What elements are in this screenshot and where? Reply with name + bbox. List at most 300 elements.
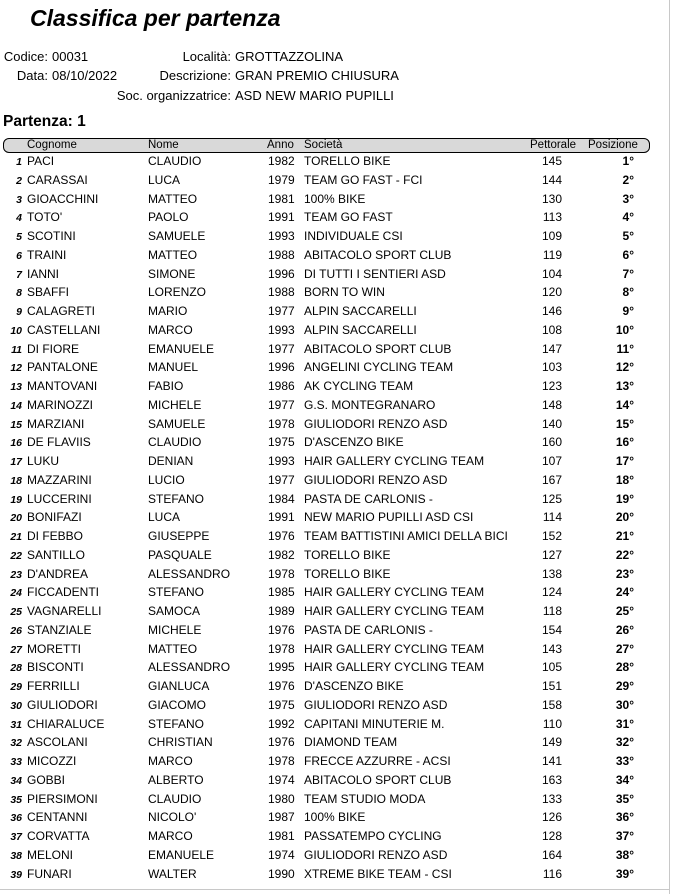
bib-cell: 118: [542, 604, 562, 618]
row-number: 25: [10, 606, 22, 618]
row-number: 36: [10, 812, 22, 825]
team-cell: NEW MARIO PUPILLI ASD CSI: [304, 510, 474, 525]
bib-cell: 144: [541, 172, 562, 187]
table-row: [0, 715, 670, 734]
team-cell: TORELLO BIKE: [304, 547, 391, 562]
bib-cell: 120: [541, 285, 562, 300]
row-number: 30: [10, 699, 22, 712]
year-cell: 1985: [268, 585, 295, 600]
team-cell: HAIR GALLERY CYCLING TEAM: [304, 604, 485, 618]
table-row: [0, 752, 670, 771]
firstname-cell: DENIAN: [148, 454, 194, 468]
year-cell: 1995: [268, 660, 295, 675]
team-cell: DI TUTTI I SENTIERI ASD: [304, 266, 446, 281]
soc-label: Soc. organizzatrice:: [116, 88, 231, 103]
table-row: [0, 358, 670, 377]
descrizione-value: GRAN PREMIO CHIUSURA: [235, 68, 399, 83]
year-cell: 1977: [268, 472, 295, 487]
row-number: 13: [10, 381, 22, 393]
position-cell: 11°: [616, 341, 634, 356]
surname-cell: CALAGRETI: [27, 304, 96, 318]
firstname-cell: MATTEO: [148, 641, 198, 656]
table-row: [0, 508, 670, 527]
surname-cell: LUCCERINI: [27, 491, 92, 506]
year-cell: 1975: [268, 435, 295, 450]
firstname-cell: MICHELE: [148, 397, 202, 412]
position-cell: 32°: [615, 735, 634, 750]
bib-cell: 105: [541, 660, 562, 675]
table-row: [0, 283, 670, 302]
firstname-cell: EMANUELE: [148, 341, 215, 356]
surname-cell: PIERSIMONI: [27, 791, 98, 806]
year-cell: 1977: [268, 341, 295, 356]
year-cell: 1996: [268, 360, 295, 375]
surname-cell: GIOACCHINI: [27, 191, 99, 206]
year-cell: 1977: [268, 397, 295, 412]
team-cell: XTREME BIKE TEAM - CSI: [304, 866, 452, 881]
row-number: 4: [16, 212, 22, 225]
position-cell: 12°: [615, 360, 634, 375]
page-title: Classifica per partenza: [30, 5, 281, 31]
firstname-cell: CHRISTIAN: [148, 735, 213, 750]
table-row: [0, 490, 670, 509]
bib-cell: 119: [542, 247, 562, 262]
firstname-cell: PASQUALE: [148, 547, 212, 562]
position-cell: 7°: [622, 266, 634, 281]
table-row: [0, 771, 670, 790]
firstname-cell: ALBERTO: [148, 772, 204, 787]
firstname-cell: ALESSANDRO: [148, 660, 231, 675]
firstname-cell: STEFANO: [148, 491, 205, 506]
bib-cell: 130: [541, 191, 562, 206]
surname-cell: MANTOVANI: [27, 379, 98, 393]
row-number: 12: [10, 362, 22, 375]
team-cell: HAIR GALLERY CYCLING TEAM: [304, 641, 485, 656]
header-posizione: Posizione: [588, 139, 638, 151]
position-cell: 39°: [615, 866, 634, 881]
team-cell: TEAM GO FAST - FCI: [304, 172, 423, 187]
position-cell: 21°: [615, 529, 634, 543]
bib-cell: 123: [541, 379, 562, 393]
row-number: 24: [10, 587, 22, 600]
surname-cell: FERRILLI: [27, 679, 80, 693]
team-cell: INDIVIDUALE CSI: [304, 229, 403, 243]
row-number: 22: [10, 549, 22, 562]
table-row: [0, 171, 670, 190]
bib-cell: 151: [541, 679, 562, 693]
bib-cell: 109: [541, 229, 562, 243]
position-cell: 20°: [615, 510, 634, 525]
team-cell: TEAM BATTISTINI AMICI DELLA BICI: [304, 529, 508, 543]
position-cell: 2°: [622, 172, 634, 187]
bib-cell: 145: [541, 154, 562, 168]
year-cell: 1993: [268, 454, 295, 468]
position-cell: 31°: [615, 716, 634, 731]
firstname-cell: STEFANO: [148, 585, 205, 600]
team-cell: PASTA DE CARLONIS -: [304, 622, 433, 637]
year-cell: 1979: [268, 172, 295, 187]
firstname-cell: MARCO: [148, 754, 193, 768]
surname-cell: CASTELLANI: [27, 322, 101, 337]
team-cell: BORN TO WIN: [304, 285, 385, 300]
surname-cell: TRAINI: [27, 247, 67, 262]
year-cell: 1992: [268, 716, 295, 731]
position-cell: 9°: [622, 304, 634, 318]
team-cell: ABITACOLO SPORT CLUB: [304, 772, 452, 787]
surname-cell: MAZZARINI: [27, 472, 92, 487]
localita-label: Località:: [182, 49, 231, 64]
surname-cell: PACI: [27, 154, 55, 168]
table-row: [0, 658, 670, 677]
team-cell: 100% BIKE: [304, 191, 366, 206]
year-cell: 1988: [268, 247, 295, 262]
bib-cell: 107: [541, 454, 562, 468]
year-cell: 1990: [268, 866, 295, 881]
surname-cell: CORVATTA: [27, 829, 90, 843]
row-number: 28: [10, 662, 22, 675]
position-cell: 37°: [615, 829, 634, 843]
year-cell: 1974: [268, 772, 295, 787]
year-cell: 1980: [268, 791, 295, 806]
surname-cell: MARINOZZI: [27, 397, 93, 412]
descrizione-label: Descrizione:: [159, 68, 231, 83]
surname-cell: SBAFFI: [27, 285, 70, 300]
year-cell: 1986: [268, 379, 295, 393]
row-number: 26: [10, 624, 22, 637]
surname-cell: IANNI: [27, 266, 60, 281]
team-cell: GIULIODORI RENZO ASD: [304, 416, 448, 431]
table-row: [0, 227, 670, 246]
position-cell: 30°: [615, 697, 634, 712]
surname-cell: FICCADENTI: [27, 585, 99, 600]
bib-cell: 140: [541, 416, 562, 431]
year-cell: 1978: [268, 754, 295, 768]
bib-cell: 103: [541, 360, 562, 375]
year-cell: 1974: [268, 847, 295, 862]
surname-cell: BISCONTI: [27, 660, 84, 675]
year-cell: 1982: [268, 154, 295, 168]
position-cell: 19°: [615, 491, 634, 506]
surname-cell: SCOTINI: [27, 229, 76, 243]
year-cell: 1978: [268, 641, 295, 656]
team-cell: ANGELINI CYCLING TEAM: [304, 360, 454, 375]
team-cell: ALPIN SACCARELLI: [304, 322, 417, 337]
bib-cell: 146: [541, 304, 562, 318]
surname-cell: MARZIANI: [27, 416, 85, 431]
data-label: Data:: [16, 68, 48, 83]
table-row: [0, 827, 670, 846]
table-row: [0, 433, 670, 452]
table-row: [0, 583, 670, 602]
firstname-cell: LUCIO: [148, 472, 185, 487]
year-cell: 1991: [268, 210, 295, 225]
page-edge-bottom: [0, 889, 670, 890]
position-cell: 24°: [615, 585, 634, 600]
position-cell: 35°: [615, 791, 634, 806]
table-row: [0, 415, 670, 434]
firstname-cell: SIMONE: [148, 266, 196, 281]
year-cell: 1978: [268, 416, 295, 431]
table-row: [0, 246, 670, 265]
team-cell: TORELLO BIKE: [304, 566, 391, 581]
bib-cell: 158: [541, 697, 562, 712]
surname-cell: D'ANDREA: [27, 566, 88, 581]
position-cell: 16°: [615, 435, 634, 450]
year-cell: 1989: [268, 604, 295, 618]
surname-cell: PANTALONE: [27, 360, 98, 375]
surname-cell: MICOZZI: [27, 754, 77, 768]
row-number: 5: [16, 231, 22, 243]
position-cell: 1°: [622, 154, 634, 168]
table-row: [0, 790, 670, 809]
row-number: 18: [10, 474, 22, 487]
position-cell: 27°: [615, 641, 634, 656]
firstname-cell: EMANUELE: [148, 847, 215, 862]
row-number: 8: [16, 287, 22, 300]
surname-cell: LUKU: [27, 454, 60, 468]
firstname-cell: LORENZO: [148, 285, 207, 300]
row-number: 2: [16, 174, 22, 187]
year-cell: 1977: [268, 304, 295, 318]
team-cell: CAPITANI MINUTERIE M.: [304, 716, 445, 731]
firstname-cell: LUCA: [148, 172, 181, 187]
bib-cell: 154: [541, 622, 562, 637]
firstname-cell: PAOLO: [148, 210, 189, 225]
bib-cell: 143: [541, 641, 562, 656]
bib-cell: 163: [541, 772, 562, 787]
team-cell: DIAMOND TEAM: [304, 735, 398, 750]
row-number: 35: [10, 793, 22, 806]
row-number: 17: [10, 456, 22, 468]
firstname-cell: NICOLO': [148, 810, 197, 825]
row-number: 16: [10, 437, 22, 450]
firstname-cell: GIUSEPPE: [148, 529, 210, 543]
row-number: 23: [10, 568, 22, 581]
table-row: [0, 527, 670, 546]
table-row: [0, 696, 670, 715]
bib-cell: 138: [541, 566, 562, 581]
year-cell: 1981: [268, 829, 295, 843]
bib-cell: 133: [541, 791, 562, 806]
table-row: [0, 377, 670, 396]
position-cell: 14°: [615, 397, 634, 412]
team-cell: GIULIODORI RENZO ASD: [304, 472, 448, 487]
partenza-label: Partenza:: [3, 113, 73, 130]
table-row: [0, 546, 670, 565]
year-cell: 1984: [268, 491, 295, 506]
surname-cell: DE FLAVIIS: [27, 435, 91, 450]
table-row: [0, 846, 670, 865]
firstname-cell: MICHELE: [148, 622, 202, 637]
position-cell: 13°: [615, 379, 634, 393]
position-cell: 15°: [615, 416, 634, 431]
year-cell: 1976: [268, 735, 295, 750]
row-number: 39: [10, 868, 22, 881]
table-row: [0, 808, 670, 827]
position-cell: 8°: [622, 285, 634, 300]
row-number: 1: [16, 156, 22, 168]
row-number: 19: [10, 493, 22, 506]
firstname-cell: MARCO: [148, 322, 193, 337]
bib-cell: 110: [542, 716, 562, 731]
table-row: [0, 152, 670, 171]
team-cell: D'ASCENZO BIKE: [304, 679, 404, 693]
row-number: 10: [10, 324, 22, 337]
table-row: [0, 602, 670, 621]
year-cell: 1993: [268, 229, 295, 243]
bib-cell: 148: [541, 397, 562, 412]
row-number: 31: [10, 718, 22, 731]
surname-cell: VAGNARELLI: [27, 604, 102, 618]
team-cell: FRECCE AZZURRE - ACSI: [304, 754, 451, 768]
team-cell: G.S. MONTEGRANARO: [304, 397, 436, 412]
row-number: 33: [10, 756, 22, 768]
row-number: 15: [10, 418, 22, 431]
table-row: [0, 208, 670, 227]
team-cell: TEAM GO FAST: [304, 210, 393, 225]
team-cell: GIULIODORI RENZO ASD: [304, 697, 448, 712]
header-pettorale: Pettorale: [530, 139, 577, 151]
surname-cell: BONIFAZI: [27, 510, 82, 525]
row-number: 29: [10, 681, 22, 693]
year-cell: 1996: [268, 266, 295, 281]
position-cell: 4°: [622, 210, 634, 225]
year-cell: 1982: [268, 547, 295, 562]
row-number: 34: [10, 774, 22, 787]
table-row: [0, 733, 670, 752]
team-cell: HAIR GALLERY CYCLING TEAM: [304, 454, 485, 468]
bib-cell: 104: [541, 266, 562, 281]
team-cell: PASTA DE CARLONIS -: [304, 491, 433, 506]
table-row: [0, 865, 670, 884]
table-row: [0, 471, 670, 490]
team-cell: TEAM STUDIO MODA: [304, 791, 426, 806]
firstname-cell: CLAUDIO: [148, 791, 202, 806]
localita-value: GROTTAZZOLINA: [235, 49, 344, 64]
position-cell: 28°: [615, 660, 634, 675]
firstname-cell: ALESSANDRO: [148, 566, 231, 581]
row-number: 7: [16, 268, 22, 281]
firstname-cell: CLAUDIO: [148, 154, 202, 168]
surname-cell: GOBBI: [27, 772, 66, 787]
year-cell: 1993: [268, 322, 295, 337]
data-value: 08/10/2022: [52, 68, 118, 83]
position-cell: 6°: [622, 247, 634, 262]
row-number: 11: [11, 343, 22, 356]
team-cell: HAIR GALLERY CYCLING TEAM: [304, 660, 485, 675]
bib-cell: 126: [541, 810, 562, 825]
codice-value: 00031: [52, 49, 89, 64]
firstname-cell: SAMUELE: [148, 416, 206, 431]
bib-cell: 152: [541, 529, 562, 543]
table-row: [0, 677, 670, 696]
position-cell: 38°: [615, 847, 634, 862]
row-number: 6: [16, 249, 22, 262]
results-table: [0, 152, 670, 883]
surname-cell: TOTO': [27, 210, 63, 225]
year-cell: 1976: [268, 679, 295, 693]
position-cell: 3°: [622, 191, 634, 206]
bib-cell: 124: [541, 585, 562, 600]
year-cell: 1988: [268, 285, 295, 300]
firstname-cell: MANUEL: [148, 360, 199, 375]
table-row: [0, 640, 670, 659]
firstname-cell: MARCO: [148, 829, 193, 843]
bib-cell: 108: [541, 322, 562, 337]
position-cell: 5°: [622, 229, 634, 243]
row-number: 37: [10, 831, 22, 843]
table-row: [0, 190, 670, 209]
team-cell: ABITACOLO SPORT CLUB: [304, 247, 452, 262]
surname-cell: DI FIORE: [27, 341, 80, 356]
row-number: 9: [16, 306, 22, 318]
team-cell: PASSATEMPO CYCLING: [304, 829, 442, 843]
year-cell: 1978: [268, 566, 295, 581]
firstname-cell: LUCA: [148, 510, 181, 525]
header-nome: Nome: [148, 139, 179, 151]
table-row: [0, 340, 670, 359]
year-cell: 1991: [268, 510, 295, 525]
row-number: 3: [16, 193, 22, 206]
table-row: [0, 452, 670, 471]
surname-cell: DI FEBBO: [27, 529, 84, 543]
team-cell: ABITACOLO SPORT CLUB: [304, 341, 452, 356]
bib-cell: 127: [541, 547, 562, 562]
partenza-heading: [3, 113, 86, 131]
firstname-cell: MATTEO: [148, 247, 198, 262]
row-number: 14: [10, 399, 22, 412]
firstname-cell: WALTER: [148, 866, 197, 881]
row-number: 20: [10, 512, 22, 525]
surname-cell: CHIARALUCE: [27, 716, 105, 731]
firstname-cell: CLAUDIO: [148, 435, 202, 450]
team-cell: D'ASCENZO BIKE: [304, 435, 404, 450]
surname-cell: SANTILLO: [27, 547, 86, 562]
table-row: [0, 621, 670, 640]
firstname-cell: MATTEO: [148, 191, 198, 206]
table-row: [0, 396, 670, 415]
bib-cell: 160: [541, 435, 562, 450]
soc-value: ASD NEW MARIO PUPILLI: [235, 88, 394, 103]
surname-cell: ASCOLANI: [27, 735, 88, 750]
position-cell: 36°: [615, 810, 634, 825]
bib-cell: 128: [541, 829, 562, 843]
bib-cell: 113: [542, 210, 562, 225]
year-cell: 1976: [268, 622, 295, 637]
year-cell: 1981: [268, 191, 295, 206]
bib-cell: 141: [541, 754, 562, 768]
firstname-cell: SAMUELE: [148, 229, 206, 243]
team-cell: ALPIN SACCARELLI: [304, 304, 417, 318]
surname-cell: MORETTI: [27, 641, 81, 656]
position-cell: 26°: [615, 622, 634, 637]
header-societa: Società: [304, 139, 343, 151]
firstname-cell: STEFANO: [148, 716, 205, 731]
bib-cell: 114: [542, 510, 562, 525]
table-row: [0, 302, 670, 321]
row-number: 21: [10, 531, 22, 543]
table-row: [0, 321, 670, 340]
firstname-cell: MARIO: [148, 304, 188, 318]
header-cognome: Cognome: [27, 139, 77, 151]
team-cell: HAIR GALLERY CYCLING TEAM: [304, 585, 485, 600]
team-cell: TORELLO BIKE: [304, 154, 391, 168]
bib-cell: 167: [541, 472, 562, 487]
team-cell: 100% BIKE: [304, 810, 366, 825]
bib-cell: 149: [541, 735, 562, 750]
firstname-cell: FABIO: [148, 379, 184, 393]
table-row: [0, 565, 670, 584]
